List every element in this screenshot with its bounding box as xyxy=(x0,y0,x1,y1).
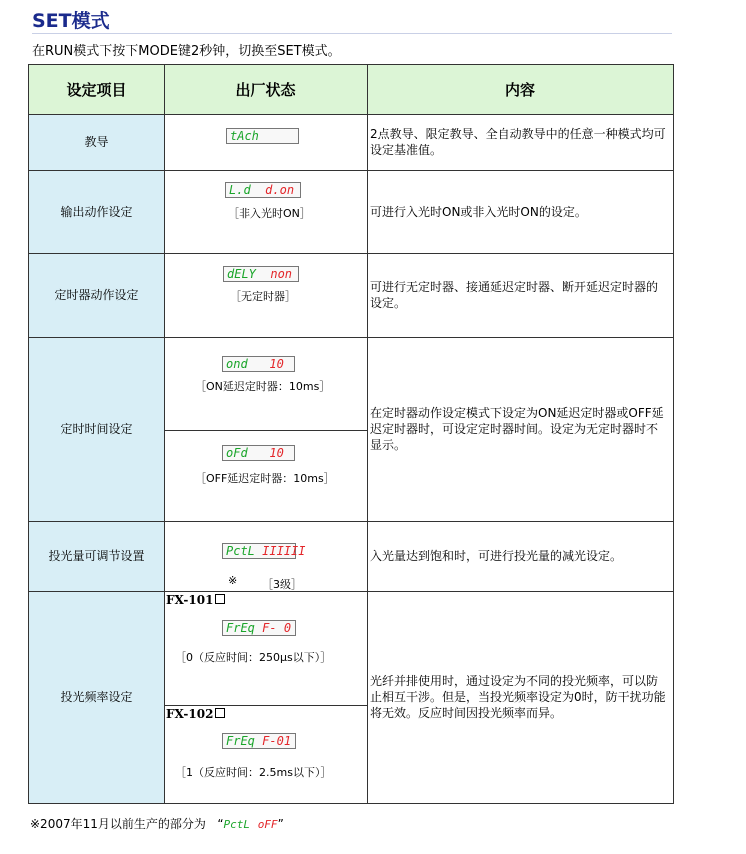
header-item: 设定项目 xyxy=(29,65,164,114)
row-freq-lcd-102 xyxy=(222,733,296,749)
row-light-lcd-right: IIIIII xyxy=(262,544,306,558)
row-freq-lcd-102-left: FrEq xyxy=(226,734,255,748)
row-timer-time-lcd-on xyxy=(222,356,295,372)
row-timer-time-note-on: ［ON延迟定时器：10ms］ xyxy=(195,380,331,393)
row-timer-time-lcd-off xyxy=(222,445,295,461)
row-timer-time-lcd-on-right: 10 xyxy=(269,357,284,371)
row-freq-model-101-label: FX-101 xyxy=(166,593,214,607)
row-freq-content: 光纤并排使用时，通过设定为不同的投光频率，可以防止相互干涉。但是，当投光频率设定为0时，防干扰功能将无效。反应时间因投光频率而异。 xyxy=(370,674,666,720)
grid-line xyxy=(28,803,674,804)
row-timer-time-lcd-on-left: ond xyxy=(226,357,248,371)
row-freq-note-102: ［1（反应时间：2.5ms以下）］ xyxy=(175,766,332,779)
row-light-lcd-left: PctL xyxy=(226,544,255,558)
grid-line xyxy=(28,64,29,804)
page-subtitle: 在RUN模式下按下MODE键2秒钟，切换至SET模式。 xyxy=(32,44,341,59)
grid-line xyxy=(28,64,674,65)
footnote-text: ※2007年11月以前生产的部分为 xyxy=(30,817,206,831)
row-timer-time-lcd-off-left: oFd xyxy=(226,446,248,460)
row-output-lcd xyxy=(225,182,301,198)
row-freq-model-102 xyxy=(166,707,225,721)
grid-line xyxy=(673,64,674,804)
footnote: ※2007年11月以前生产的部分为 “PctL oFF” xyxy=(30,817,284,831)
row-timer-lcd xyxy=(223,266,299,282)
footnote-lcd-left: PctL xyxy=(223,818,251,831)
grid-line xyxy=(164,705,367,706)
row-output-lcd-left: L.d xyxy=(229,183,251,197)
grid-line xyxy=(367,64,368,804)
row-teach-content: 2点教导、限定教导、全自动教导中的任意一种模式均可设定基准值。 xyxy=(370,127,666,157)
grid-line xyxy=(28,337,674,338)
row-output-item: 输出动作设定 xyxy=(29,170,164,253)
grid-line xyxy=(164,430,367,431)
model-box-icon xyxy=(215,594,225,604)
model-box-icon xyxy=(215,708,225,718)
row-light-content: 入光量达到饱和时，可进行投光量的减光设定。 xyxy=(370,549,623,563)
row-timer-time-content: 在定时器动作设定模式下设定为ON延迟定时器或OFF延迟定时器时，可设定定时器时间。设定为无定时器时不显示。 xyxy=(370,406,664,452)
row-freq-lcd-101-right: F- 0 xyxy=(262,621,292,635)
row-timer-note: ［无定时器］ xyxy=(230,290,296,303)
row-freq-model-102-label: FX-102 xyxy=(166,707,214,721)
header-default: 出厂状态 xyxy=(164,65,367,114)
row-light-lcd xyxy=(222,543,306,559)
row-light-item: 投光量可调节设置 xyxy=(29,521,164,591)
row-teach-lcd-left: tAch xyxy=(230,129,259,143)
grid-line xyxy=(28,521,674,522)
row-output-content: 可进行入光时ON或非入光时ON的设定。 xyxy=(370,204,587,219)
grid-line xyxy=(28,253,674,254)
row-timer-lcd-right: non xyxy=(270,267,293,281)
row-freq-note-101: ［0（反应时间：250μs以下）］ xyxy=(175,651,332,664)
row-freq-lcd-101 xyxy=(222,620,296,636)
grid-line xyxy=(28,114,674,115)
grid-line xyxy=(164,64,165,804)
row-light-note-mark: ※ xyxy=(228,574,238,587)
row-timer-time-item: 定时时间设定 xyxy=(29,337,164,521)
row-freq-item: 投光频率设定 xyxy=(29,591,164,803)
grid-line xyxy=(28,170,674,171)
row-freq-model-101 xyxy=(166,593,225,607)
row-freq-lcd-102-right: F-01 xyxy=(262,734,292,748)
row-timer-content: 可进行无定时器、接通延迟定时器、断开延迟定时器的设定。 xyxy=(370,280,659,310)
page-title: SET模式 xyxy=(32,10,110,32)
row-timer-lcd-left: dELY xyxy=(227,267,256,281)
row-freq-lcd-101-left: FrEq xyxy=(226,621,255,635)
row-timer-time-note-off: ［OFF延迟定时器：10ms］ xyxy=(195,472,335,485)
footnote-lcd-right: oFF xyxy=(257,818,278,831)
row-output-note: ［非入光时ON］ xyxy=(228,207,311,220)
grid-line xyxy=(28,591,674,592)
row-teach-item: 教导 xyxy=(29,114,164,170)
row-light-note: ［3级］ xyxy=(262,578,302,591)
row-timer-item: 定时器动作设定 xyxy=(29,253,164,337)
row-timer-time-lcd-off-right: 10 xyxy=(269,446,284,460)
header-content: 内容 xyxy=(367,65,673,114)
row-output-lcd-right: d.on xyxy=(265,183,295,197)
row-teach-lcd xyxy=(226,128,299,144)
